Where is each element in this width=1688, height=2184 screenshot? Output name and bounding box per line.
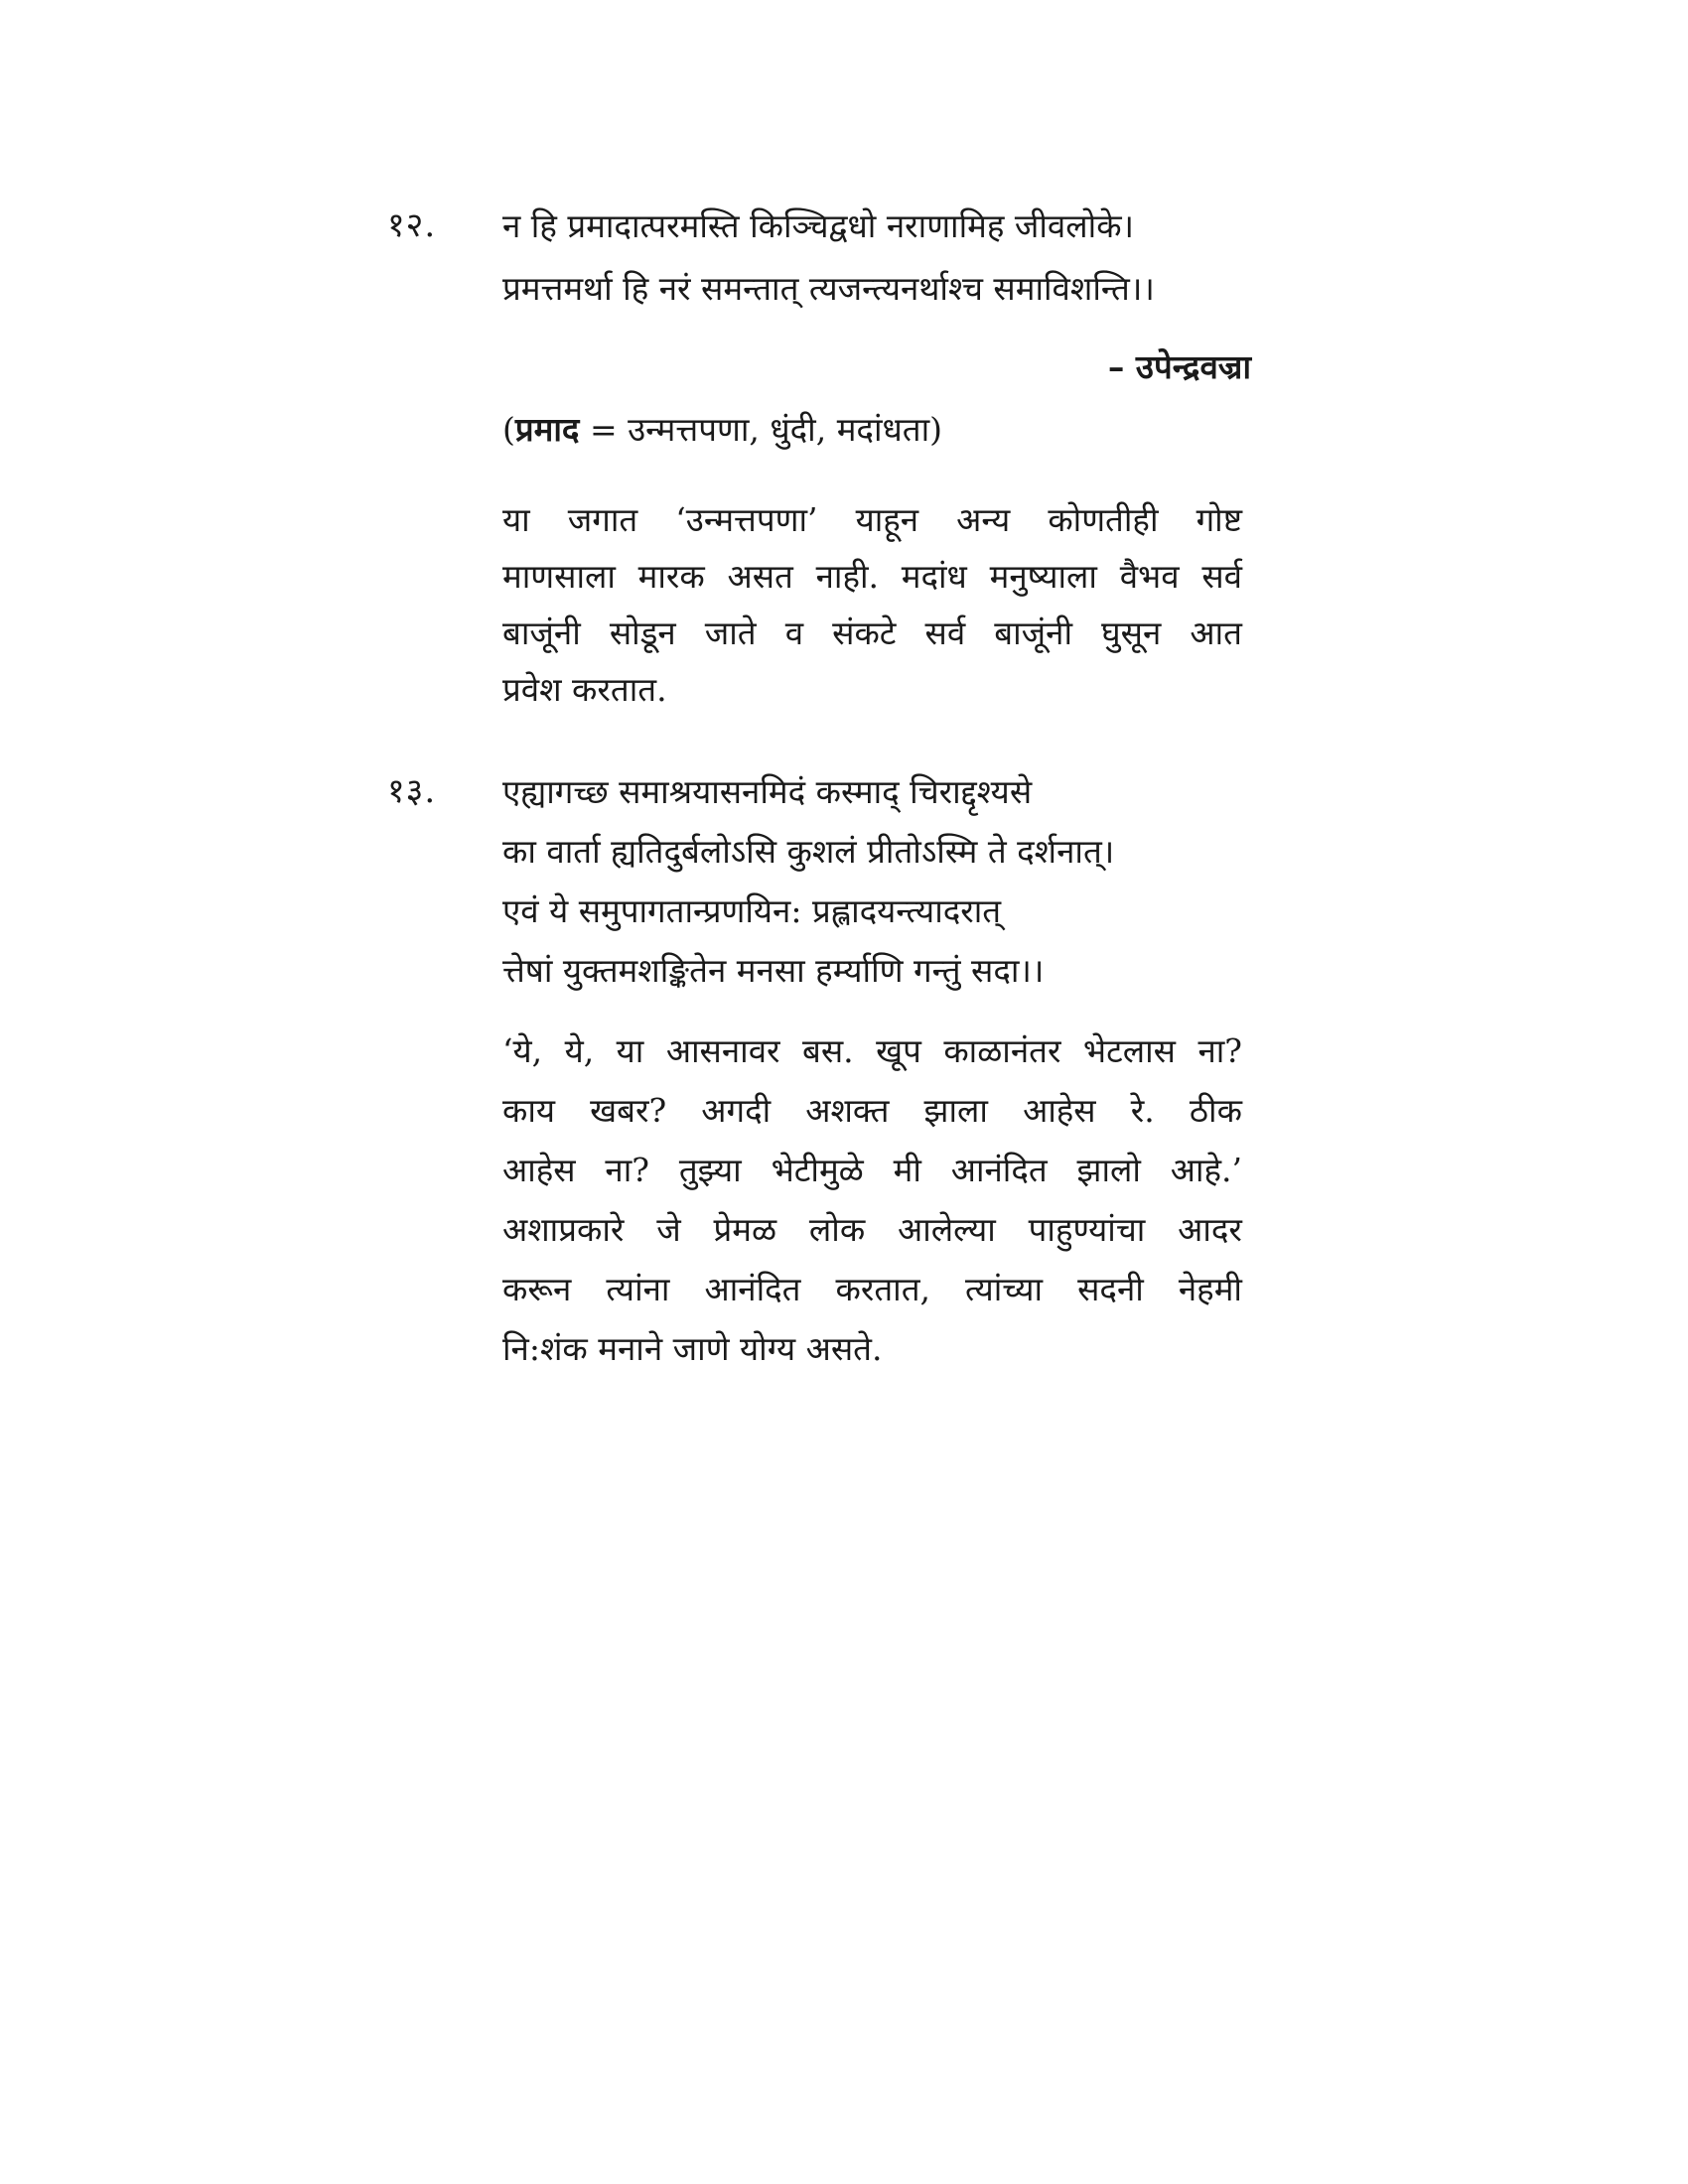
translation-line [502, 1142, 1242, 1198]
verse-line: का वार्ता ह्यतिदुर्बलोऽसि कुशलं प्रीतोऽस्मि ते दर्शनात्। [502, 832, 1115, 871]
word: सर्व [924, 614, 966, 652]
word: ये, [564, 1031, 595, 1070]
gloss-term: प्रमाद [514, 410, 580, 449]
word: काय [502, 1091, 556, 1130]
word: मारक [637, 557, 705, 596]
sanskrit-verse-lines [502, 764, 1267, 998]
word: ‘ये, [502, 1031, 543, 1070]
word: प्रेमळ [713, 1210, 777, 1249]
word: गोष्ट [1196, 500, 1242, 539]
word: आसनावर [665, 1031, 780, 1070]
word: घुसून [1101, 614, 1162, 652]
word: पाहुण्यांचा [1028, 1210, 1146, 1249]
word: भेटीमुळे [771, 1151, 864, 1189]
word: बाजूंनी [502, 614, 581, 652]
meter-name: – उपेन्द्रवज्रा [1107, 347, 1251, 386]
word: या [502, 500, 530, 539]
word: लोक [808, 1210, 866, 1249]
gloss-open: ( [502, 410, 515, 449]
word: त्यांच्या [965, 1270, 1044, 1308]
word: जे [656, 1210, 681, 1249]
word: आनंदित [950, 1151, 1048, 1189]
translation-line [502, 1023, 1242, 1079]
verse-line: त्तेषां युक्तमशङ्कितेन मनसा हर्म्याणि गन्तुं सदा।। [502, 951, 1045, 990]
word: आहे.’ [1170, 1151, 1242, 1189]
word: ‘उन्मत्तपणा’ [675, 500, 818, 539]
word: माणसाला [502, 557, 616, 596]
translation-line [502, 1082, 1242, 1139]
marathi-translation [502, 1023, 1242, 1377]
word: याहून [855, 500, 919, 539]
word: करतात, [835, 1270, 930, 1308]
word: सोडून [609, 614, 676, 652]
translation-text: नि:शंक मनाने जाणे योग्य असते. [502, 1329, 883, 1368]
translation-line [502, 491, 1242, 548]
word: जगात [567, 500, 638, 539]
word: संकटे [832, 614, 897, 652]
word: आनंदित [704, 1270, 801, 1308]
word: नाही. [815, 557, 880, 596]
word: काळानंतर [943, 1031, 1061, 1070]
word: वैभव [1119, 557, 1180, 596]
sanskrit-verse-lines [502, 199, 1267, 316]
marathi-translation [502, 491, 1242, 718]
word: आत [1190, 614, 1242, 652]
word: बस. [802, 1031, 854, 1070]
word: मी [893, 1151, 921, 1189]
word: सर्व [1201, 557, 1242, 596]
word: मनुष्याला [989, 557, 1097, 596]
translation-text: प्रवेश करतात. [502, 670, 667, 709]
verse-line: एवं ये समुपागतान्प्रणयिन: प्रह्लादयन्त्यादरात् [502, 891, 1002, 930]
word: सदनी [1077, 1270, 1144, 1308]
verse-line: न हि प्रमादात्परमस्ति किञ्चिद्वधो नराणामिह जीवलोके। [502, 206, 1135, 245]
word: अगदी [701, 1091, 772, 1130]
word: आलेल्या [897, 1210, 996, 1249]
verse-line: एह्यागच्छ समाश्रयासनमिदं कस्माद् चिराद्दृश्यसे [502, 772, 1033, 811]
word: नेहमी [1178, 1270, 1242, 1308]
word: अन्य [956, 500, 1011, 539]
translation-line [502, 548, 1242, 605]
translation-line [502, 605, 1242, 661]
gloss-meaning: = उन्मत्तपणा, धुंदी, मदांधता) [579, 410, 943, 449]
translation-line [502, 1261, 1242, 1317]
verse-number: १२. [387, 205, 437, 245]
word: बाजूंनी [994, 614, 1073, 652]
word: झालो [1076, 1151, 1141, 1189]
word: ठीक [1189, 1091, 1242, 1130]
verse-number: १३. [387, 771, 437, 811]
word: या [616, 1031, 644, 1070]
word: असत [727, 557, 793, 596]
translation-line [502, 661, 1242, 718]
word: रे. [1130, 1091, 1155, 1130]
word: आदर [1178, 1210, 1242, 1249]
word: खबर? [590, 1091, 667, 1130]
translation-line [502, 1201, 1242, 1258]
word: करून [502, 1270, 572, 1308]
word: तुझ्या [678, 1151, 742, 1189]
word: भेटलास [1082, 1031, 1176, 1070]
verse-line: प्रमत्तमर्था हि नरं समन्तात् त्यजन्त्यनर्थाश्च समाविशन्ति।। [502, 269, 1155, 308]
word: खूप [876, 1031, 921, 1070]
word: अशक्त [805, 1091, 890, 1130]
word: आहेस [1023, 1091, 1096, 1130]
word: जाते [704, 614, 757, 652]
word: झाला [923, 1091, 988, 1130]
word: आहेस [502, 1151, 576, 1189]
word: अशाप्रकारे [502, 1210, 625, 1249]
word: ना? [605, 1151, 649, 1189]
word: ना? [1197, 1031, 1242, 1070]
word: त्यांना [606, 1270, 670, 1308]
word-gloss [502, 402, 942, 457]
translation-line [502, 1320, 1242, 1377]
word: कोणतीही [1048, 500, 1159, 539]
word: व [784, 614, 804, 652]
word: मदांध [901, 557, 967, 596]
